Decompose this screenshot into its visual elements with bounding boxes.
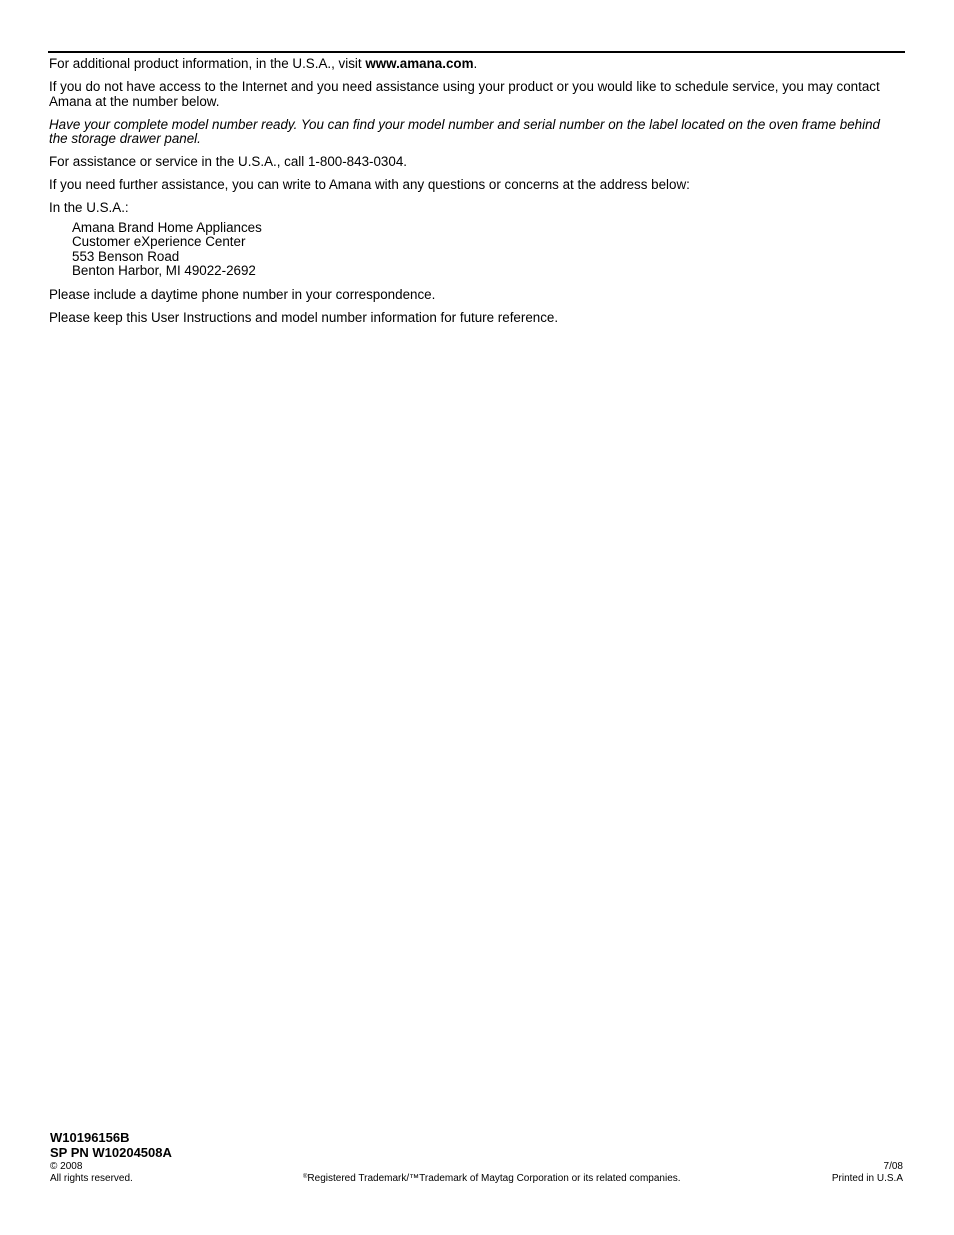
top-rule bbox=[48, 51, 905, 53]
mailing-address bbox=[72, 221, 899, 279]
address-line-2: Customer eXperience Center bbox=[72, 234, 246, 249]
website-link[interactable]: www.amana.com bbox=[365, 56, 474, 71]
part-number: W10196156B bbox=[50, 1130, 130, 1145]
part-numbers bbox=[50, 1130, 172, 1160]
trademark-notice bbox=[303, 1172, 681, 1185]
copyright-block bbox=[50, 1161, 133, 1184]
print-date: 7/08 bbox=[883, 1161, 903, 1172]
rights-reserved: All rights reserved. bbox=[50, 1172, 133, 1184]
sp-part-number: SP PN W10204508A bbox=[50, 1145, 172, 1160]
assistance-paragraph: If you do not have access to the Internet and you need assistance using your product or you would like to schedule service, you may contact Amana at the number below. bbox=[49, 79, 880, 109]
address-line-1: Amana Brand Home Appliances bbox=[72, 219, 262, 235]
copyright-year: © 2008 bbox=[50, 1161, 83, 1172]
contact-info-section bbox=[49, 57, 899, 334]
keep-instructions-paragraph: Please keep this User Instructions and model number information for future reference. bbox=[49, 309, 559, 325]
print-info bbox=[832, 1161, 903, 1184]
product-info-text: For additional product information, in the U.S.A., visit bbox=[49, 56, 366, 71]
daytime-phone-paragraph: Please include a daytime phone number in your correspondence. bbox=[49, 286, 436, 302]
printed-location: Printed in U.S.A bbox=[831, 1172, 903, 1184]
product-info-period: . bbox=[473, 56, 478, 71]
usa-heading: In the U.S.A.: bbox=[49, 200, 129, 215]
model-number-note: Have your complete model number ready. You can find your model number and serial number on the label located on the oven frame behind the storage drawer panel. bbox=[49, 116, 880, 146]
phone-paragraph: For assistance or service in the U.S.A., call 1-800-843-0304. bbox=[49, 154, 407, 169]
trademark-text: Registered Trademark/™Trademark of Maytag Corporation or its related companies. bbox=[307, 1173, 681, 1184]
product-info-paragraph bbox=[49, 57, 899, 72]
address-line-3: 553 Benson Road bbox=[72, 248, 180, 264]
write-paragraph: If you need further assistance, you can write to Amana with any questions or concerns at the address below: bbox=[49, 177, 690, 192]
address-line-4: Benton Harbor, MI 49022-2692 bbox=[72, 263, 256, 278]
registered-symbol: ® bbox=[303, 1174, 308, 1180]
